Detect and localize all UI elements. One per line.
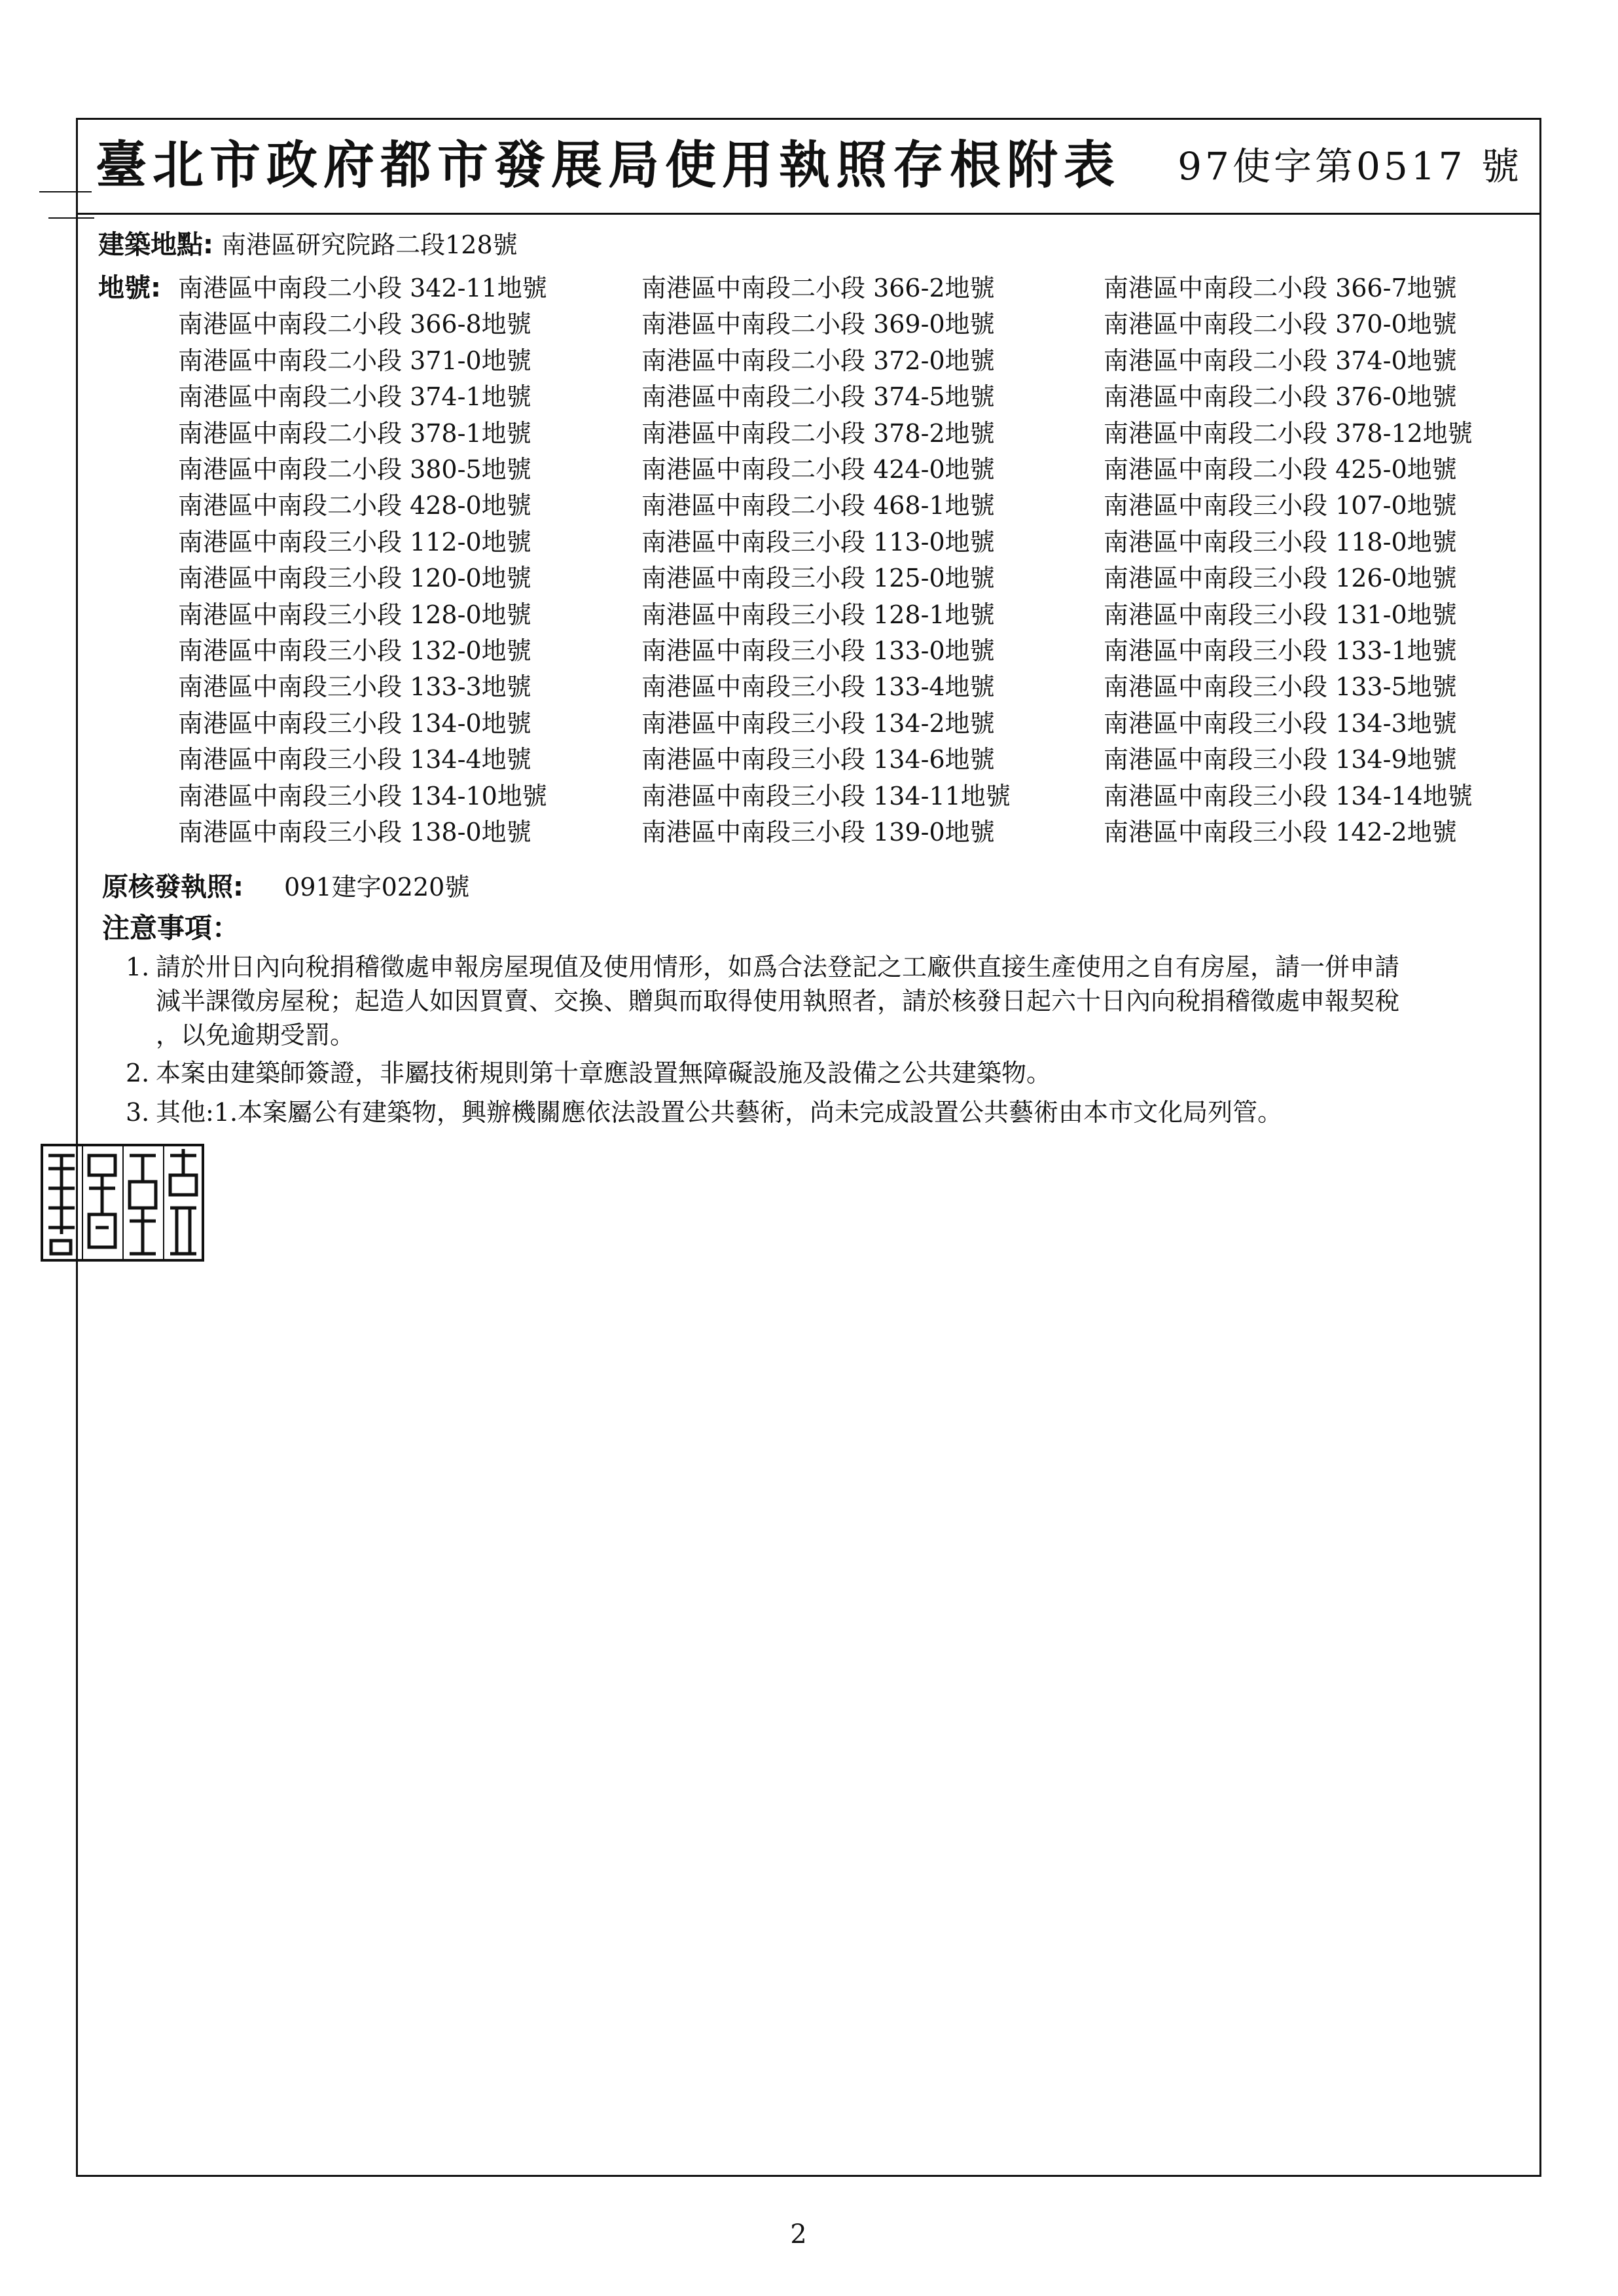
lot-item: 南港區中南段三小段 125-0地號 [641, 564, 995, 592]
lot-item: 南港區中南段三小段 118-0地號 [1104, 528, 1457, 556]
lot-item: 南港區中南段三小段 120-0地號 [178, 564, 531, 592]
page-number: 2 [790, 2219, 807, 2250]
lot-item: 南港區中南段二小段 372-0地號 [641, 346, 995, 375]
lot-item: 南港區中南段三小段 134-3地號 [1104, 709, 1457, 738]
note-text: 本案由建築師簽證，非屬技術規則第十章應設置無障礙設施及設備之公共建築物。 [156, 1059, 1052, 1087]
lot-item: 南港區中南段三小段 133-4地號 [641, 672, 995, 701]
lot-item: 南港區中南段三小段 113-0地號 [641, 528, 995, 556]
lot-item: 南港區中南段二小段 376-0地號 [1104, 382, 1457, 411]
lot-item: 南港區中南段二小段 366-7地號 [1104, 274, 1457, 302]
note-text: 減半課徵房屋稅；起造人如因買賣、交換、贈與而取得使用執照者，請於核發日起六十日內向稅捐稽徵處申報契稅 [156, 987, 1400, 1015]
lot-item: 南港區中南段二小段 425-0地號 [1104, 455, 1457, 484]
lot-item: 南港區中南段三小段 133-3地號 [178, 672, 531, 701]
note-number: 1. [126, 953, 150, 981]
lot-item: 南港區中南段三小段 133-5地號 [1104, 672, 1457, 701]
lot-item: 南港區中南段二小段 424-0地號 [641, 455, 995, 484]
lot-item: 南港區中南段三小段 131-0地號 [1104, 600, 1457, 629]
lot-item: 南港區中南段三小段 133-1地號 [1104, 636, 1457, 665]
original-permit-row [102, 869, 469, 905]
lot-item: 南港區中南段二小段 428-0地號 [178, 491, 531, 520]
lot-item: 南港區中南段三小段 134-11地號 [641, 782, 1011, 811]
lot-item: 南港區中南段二小段 366-8地號 [178, 310, 531, 338]
lot-item: 南港區中南段三小段 134-10地號 [178, 782, 547, 811]
lot-item: 南港區中南段二小段 371-0地號 [178, 346, 531, 375]
lot-item: 南港區中南段三小段 138-0地號 [178, 818, 531, 847]
lots-label: 地號: [98, 273, 161, 303]
lot-item: 南港區中南段二小段 369-0地號 [641, 310, 995, 338]
lot-item: 南港區中南段三小段 139-0地號 [641, 818, 995, 847]
note-item [126, 949, 1399, 985]
lot-item: 南港區中南段三小段 134-14地號 [1104, 782, 1473, 811]
note-item [126, 1095, 1282, 1131]
note-text: 其他:1.本案屬公有建築物，興辦機關應依法設置公共藝術，尚未完成設置公共藝術由本市文化局列管。 [156, 1098, 1283, 1127]
lot-item: 南港區中南段三小段 133-0地號 [641, 636, 995, 665]
lot-item: 南港區中南段三小段 112-0地號 [178, 528, 531, 556]
lot-item: 南港區中南段二小段 374-5地號 [641, 382, 995, 411]
permit-number: 97使字第0517 號 [1178, 144, 1522, 189]
document-header [96, 130, 1522, 202]
binding-mark [48, 217, 94, 219]
address-row [98, 227, 518, 263]
lot-item: 南港區中南段三小段 134-4地號 [178, 745, 531, 774]
original-permit-label: 原核發執照: [102, 872, 243, 902]
original-permit-value: 091建字0220號 [284, 873, 470, 902]
lot-item: 南港區中南段二小段 342-11地號 [178, 274, 547, 302]
binding-mark [39, 191, 92, 192]
lot-item: 南港區中南段二小段 378-2地號 [641, 419, 995, 448]
lot-item: 南港區中南段三小段 134-0地號 [178, 709, 531, 738]
notes-heading: 注意事項： [102, 912, 240, 944]
note-number: 3. [126, 1098, 150, 1127]
address-value: 南港區研究院路二段128號 [221, 230, 518, 259]
lot-item: 南港區中南段二小段 374-0地號 [1104, 346, 1457, 375]
note-number: 2. [126, 1059, 150, 1087]
lot-item: 南港區中南段三小段 134-6地號 [641, 745, 995, 774]
address-label: 建築地點: [98, 230, 213, 260]
lot-item: 南港區中南段三小段 142-2地號 [1104, 818, 1457, 847]
lot-item: 南港區中南段二小段 366-2地號 [641, 274, 995, 302]
lot-item: 南港區中南段二小段 378-12地號 [1104, 419, 1473, 448]
lot-item: 南港區中南段三小段 126-0地號 [1104, 564, 1457, 592]
lot-item: 南港區中南段三小段 134-9地號 [1104, 745, 1457, 774]
title-divider [76, 213, 1541, 215]
lot-item: 南港區中南段三小段 128-1地號 [641, 600, 995, 629]
lot-item: 南港區中南段二小段 378-1地號 [178, 419, 531, 448]
lot-item: 南港區中南段二小段 374-1地號 [178, 382, 531, 411]
document-title: 臺北市政府都市發展局使用執照存根附表 [96, 136, 1121, 195]
note-item [126, 1055, 1051, 1091]
lot-item: 南港區中南段三小段 107-0地號 [1104, 491, 1457, 520]
official-seal [38, 1142, 207, 1264]
lot-item: 南港區中南段二小段 468-1地號 [641, 491, 995, 520]
lot-item: 南港區中南段二小段 370-0地號 [1104, 310, 1457, 338]
lot-item: 南港區中南段三小段 134-2地號 [641, 709, 995, 738]
note-text: 請於卅日內向稅捐稽徵處申報房屋現值及使用情形，如爲合法登記之工廠供直接生產使用之自有房屋，請一併申請 [156, 953, 1400, 981]
lot-item: 南港區中南段二小段 380-5地號 [178, 455, 531, 484]
note-text: ，以免逾期受罰。 [156, 1021, 355, 1049]
lot-item: 南港區中南段三小段 132-0地號 [178, 636, 531, 665]
lot-item: 南港區中南段三小段 128-0地號 [178, 600, 531, 629]
